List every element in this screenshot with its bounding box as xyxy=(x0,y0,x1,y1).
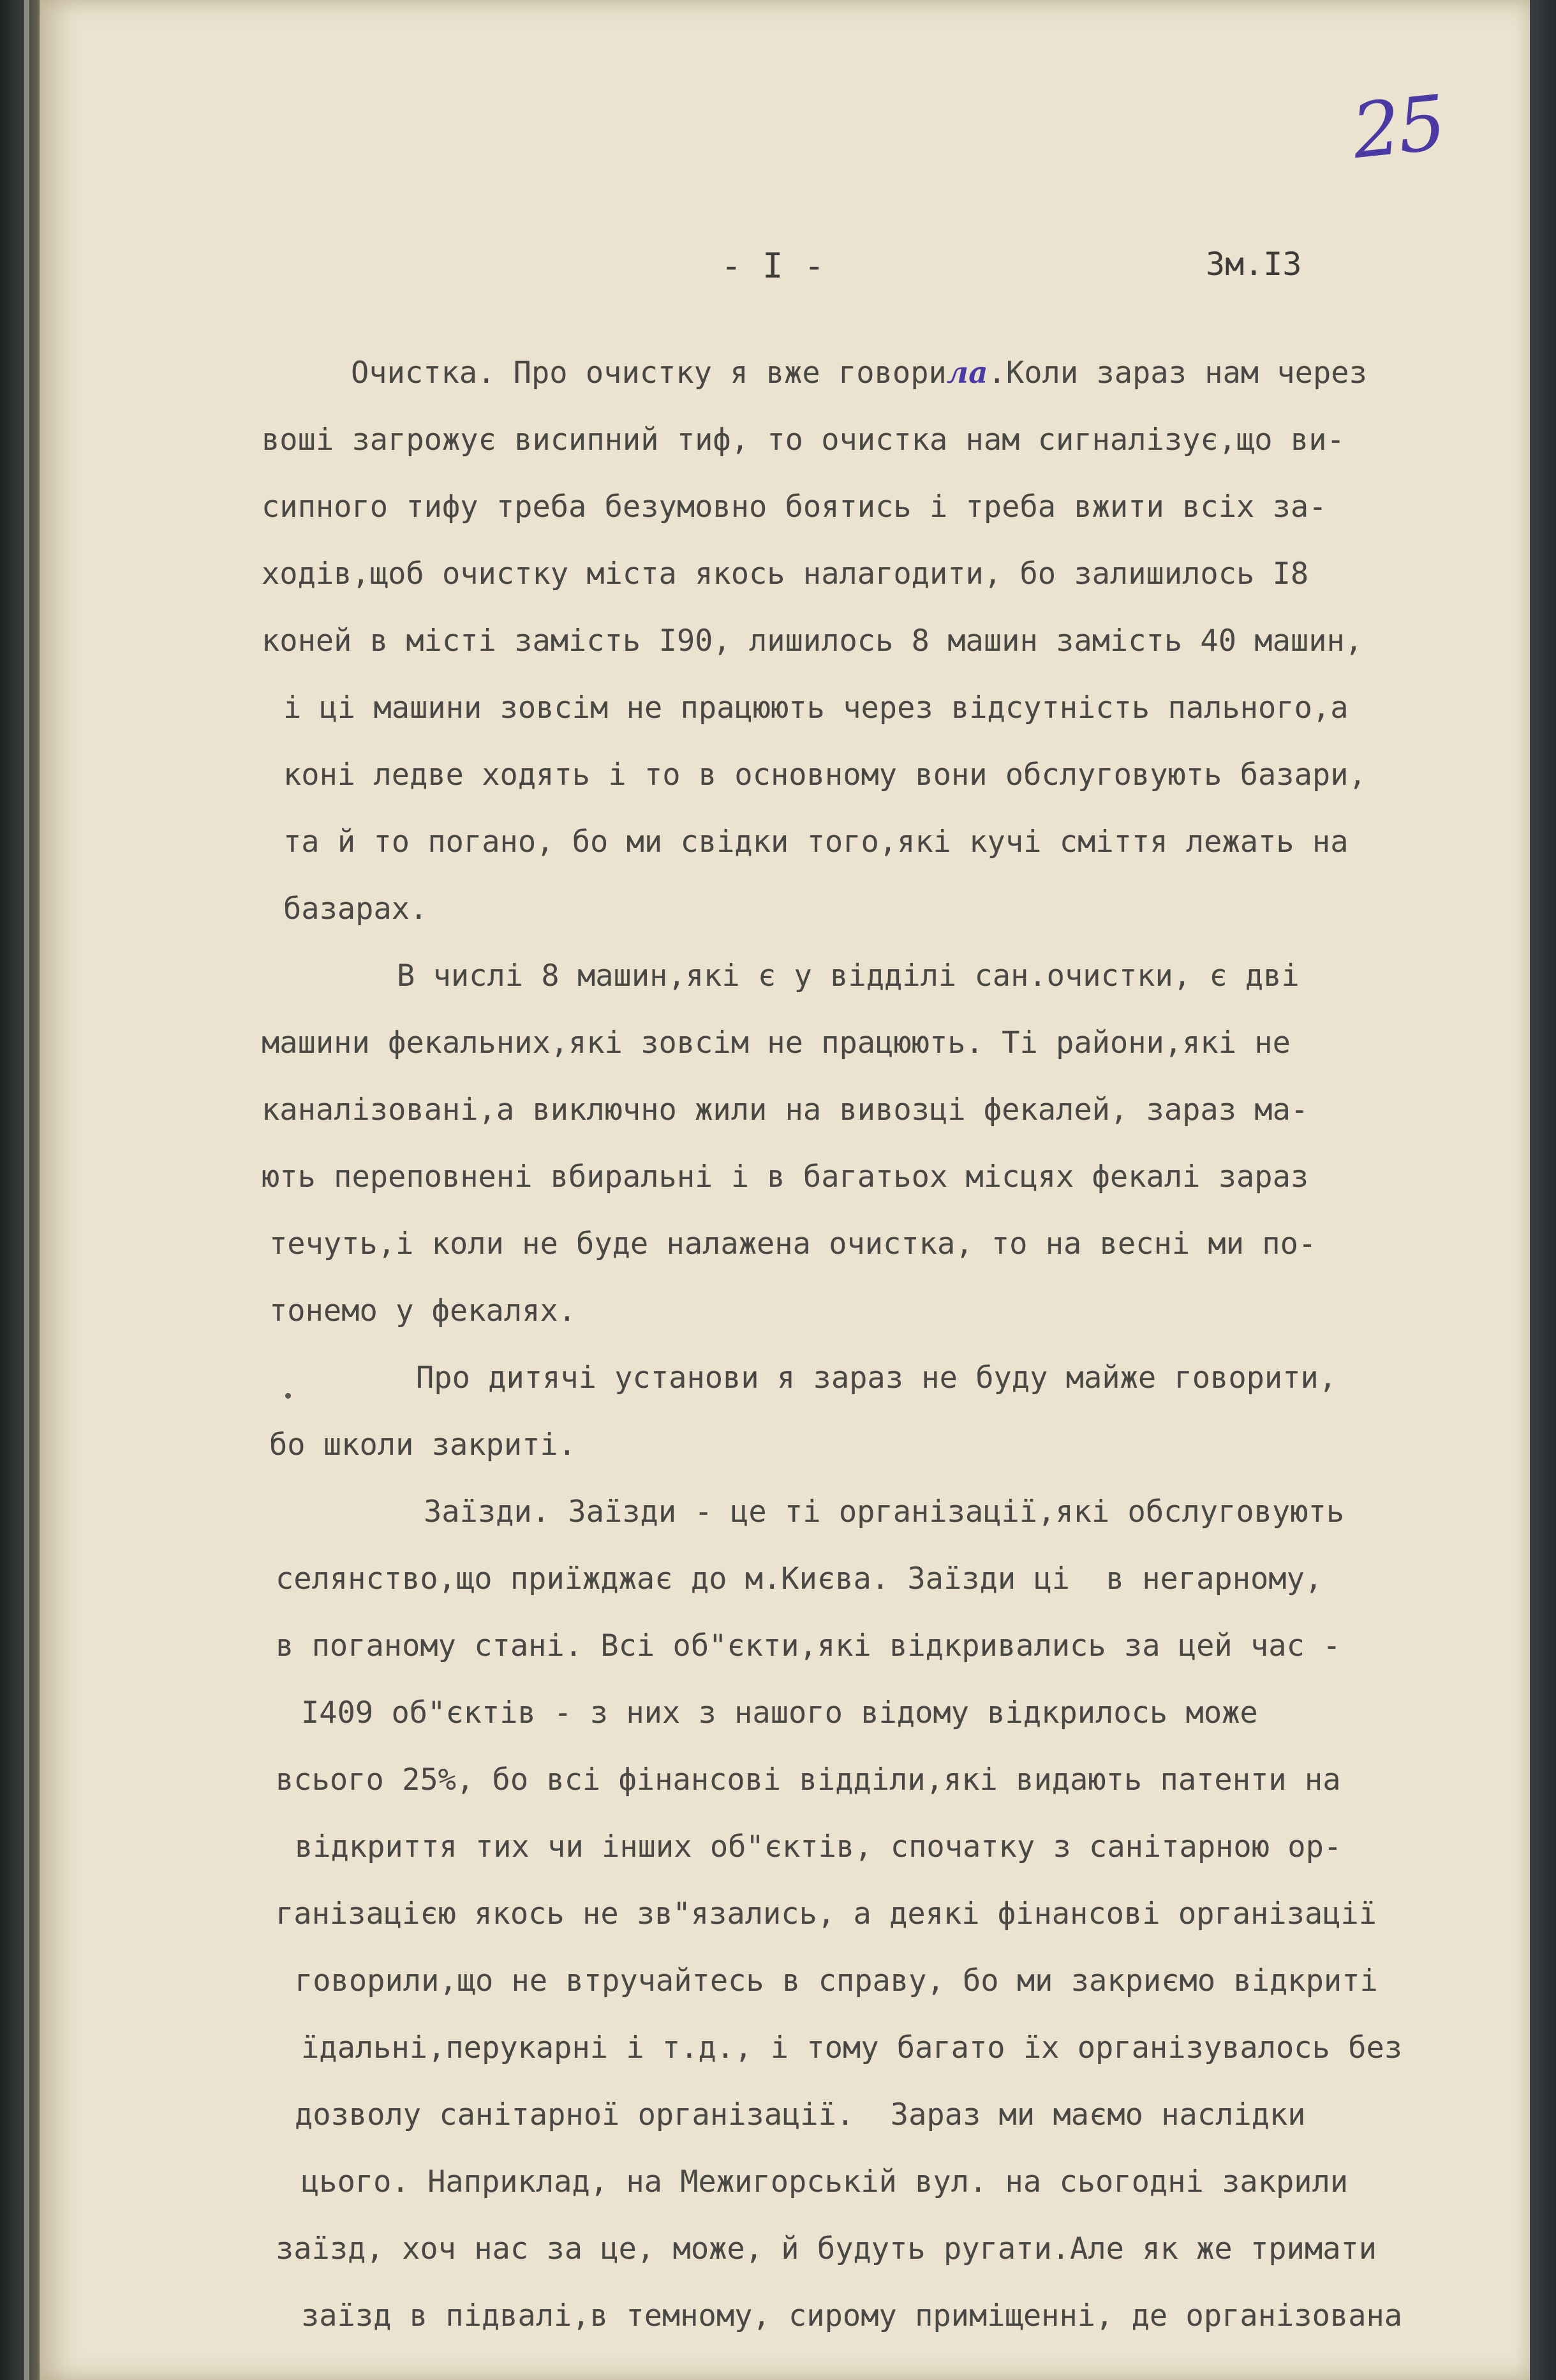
line-text: коні ледве ходять і то в основному вони обслуговують базари, xyxy=(283,757,1367,792)
text-line xyxy=(262,1277,1506,1344)
text-line xyxy=(262,2282,1506,2349)
line-text: заїзд в підвалі,в темному, сирому приміщенні, де організована xyxy=(301,2298,1403,2333)
line-text: сипного тифу треба безумовно боятись і треба вжити всіх за- xyxy=(262,489,1327,524)
line-text: Очистка. Про очистку я вже говори xyxy=(351,355,947,390)
text-line xyxy=(262,1411,1506,1478)
line-text: заїзд, хоч нас за це, може, й будуть ругати.Але як же тримати xyxy=(276,2231,1377,2266)
line-text: цього. Наприклад, на Межигорській вул. на сьогодні закрили xyxy=(301,2164,1349,2199)
text-line xyxy=(262,1813,1506,1880)
line-text: говорили,що не втручайтесь в справу, бо ми закриємо відкриті xyxy=(295,1963,1378,1998)
line-text: дозволу санітарної організації. Зараз ми маємо наслідки xyxy=(295,2097,1306,2132)
text-line xyxy=(262,2081,1506,2148)
text-line xyxy=(262,2148,1506,2215)
page-number: - I - xyxy=(721,246,825,286)
line-text: машини фекальних,які зовсім не працюють. Ті райони,які не xyxy=(262,1025,1291,1060)
line-text: їдальні,перукарні і т.д., і тому багато їх організувалось без xyxy=(301,2030,1403,2065)
typed-text-body xyxy=(262,339,1506,2349)
text-line xyxy=(262,406,1506,473)
binding-thread xyxy=(24,0,29,2380)
line-text: коней в місті замість I90, лишилось 8 машин замість 40 машин, xyxy=(262,623,1363,658)
text-line xyxy=(262,1746,1506,1813)
scan-edge xyxy=(1530,0,1556,2380)
line-text: та й то погано, бо ми свідки того,які кучі сміття лежать на xyxy=(283,824,1349,859)
text-line xyxy=(262,540,1506,607)
handwritten-correction: ла xyxy=(946,355,988,390)
text-line xyxy=(262,2215,1506,2282)
line-text: I409 об"єктів - з них з нашого відому відкрилось може xyxy=(301,1695,1258,1730)
text-line xyxy=(262,741,1506,808)
text-line xyxy=(262,1612,1506,1679)
line-text: в поганому стані. Всі об"єкти,які відкривались за цей час - xyxy=(276,1628,1341,1663)
text-line xyxy=(262,1344,1506,1411)
text-line xyxy=(262,674,1506,741)
text-line xyxy=(262,1210,1506,1277)
text-line xyxy=(262,2014,1506,2081)
line-text: ють переповнені вбиральні і в багатьох місцях фекалі зараз xyxy=(262,1159,1309,1194)
text-line xyxy=(262,1478,1506,1545)
text-line xyxy=(262,1009,1506,1076)
text-line xyxy=(262,808,1506,875)
text-line xyxy=(262,1143,1506,1210)
line-text-continued: .Коли зараз нам через xyxy=(988,355,1367,390)
text-line xyxy=(262,1880,1506,1947)
line-text: базарах. xyxy=(283,891,428,926)
line-text: тонемо у фекалях. xyxy=(269,1293,577,1328)
line-text: каналізовані,а виключно жили на вивозці фекалей, зараз ма- xyxy=(262,1092,1309,1127)
text-line xyxy=(262,1947,1506,2014)
line-text: В числі 8 машин,які є у відділі сан.очистки, є дві xyxy=(397,958,1300,993)
text-line xyxy=(262,339,1506,406)
binding-spine xyxy=(0,0,40,2380)
text-line xyxy=(262,875,1506,942)
line-text: ганізацією якось не зв"язались, а деякі фінансові організації xyxy=(276,1896,1377,1931)
line-text: ходів,щоб очистку міста якось налагодити, бо залишилось I8 xyxy=(262,556,1309,591)
line-text: Про дитячі установи я зараз не буду майже говорити, xyxy=(416,1360,1337,1395)
line-text: відкриття тих чи інших об"єктів, спочатку з санітарною ор- xyxy=(295,1829,1342,1864)
line-text: бо школи закриті. xyxy=(269,1427,577,1462)
document-code: Зм.I3 xyxy=(1206,246,1302,283)
text-line xyxy=(262,607,1506,674)
text-line xyxy=(262,1679,1506,1746)
line-text: всього 25%, бо всі фінансові відділи,які видають патенти на xyxy=(276,1762,1341,1797)
line-text: Заїзди. Заїзди - це ті організації,які обслуговують xyxy=(424,1494,1345,1529)
ink-smudge xyxy=(285,1393,291,1399)
text-line xyxy=(262,1076,1506,1143)
text-line xyxy=(262,473,1506,540)
line-text: і ці машини зовсім не працюють через відсутність пального,а xyxy=(283,690,1349,725)
line-text: воші загрожує висипний тиф, то очистка нам сигналізує,що ви- xyxy=(262,422,1345,457)
text-line xyxy=(262,1545,1506,1612)
text-line xyxy=(262,942,1506,1009)
line-text: течуть,і коли не буде налажена очистка, то на весні ми по- xyxy=(269,1226,1317,1261)
folio-number: 25 xyxy=(1348,78,1448,176)
line-text: селянство,що приїжджає до м.Києва. Заїзди ці в негарному, xyxy=(276,1561,1323,1596)
